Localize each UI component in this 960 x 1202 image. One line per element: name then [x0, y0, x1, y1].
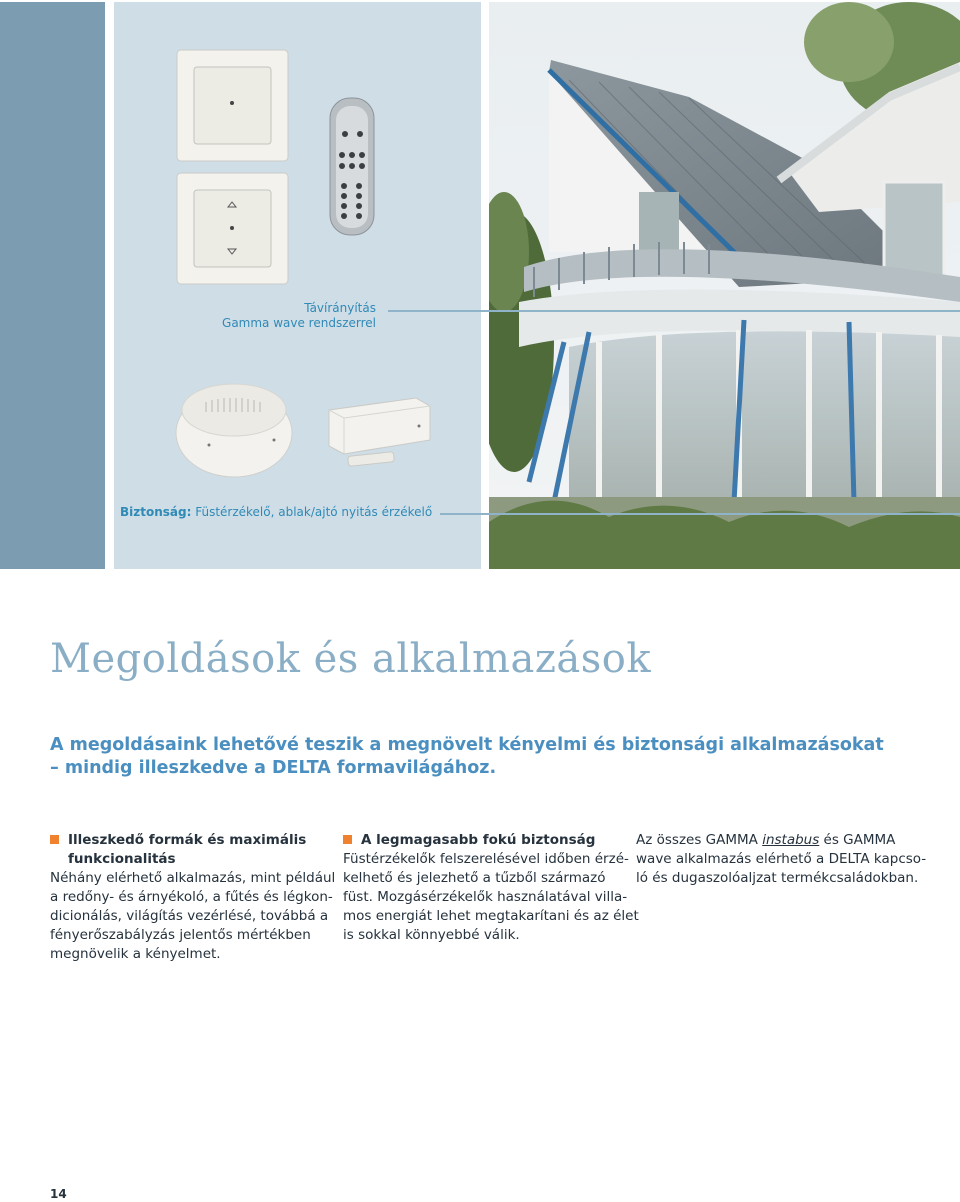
security-caption — [120, 505, 432, 520]
wall-switch-blind — [177, 173, 288, 284]
column-comfort-line: dicionálás, világítás vezérlésé, továbbá a — [50, 908, 329, 924]
instabus-term: instabus — [762, 832, 820, 848]
column-security-heading — [343, 831, 618, 850]
subtitle-line-2: – mindig illeszkedve a DELTA formavilágához. — [50, 758, 497, 778]
house-illustration — [489, 2, 960, 569]
column-comfort-heading-line1: Illeszkedő formák és maximális — [68, 832, 307, 848]
remote-control — [330, 98, 374, 235]
product-panel — [114, 2, 481, 569]
column-security-line: mos energiát lehet megtakarítani és az élet — [343, 908, 639, 924]
security-caption-label: Biztonság: — [120, 505, 192, 519]
remote-caption-line1: Távírányítás — [304, 301, 376, 315]
house-photo — [489, 2, 960, 569]
bullet-icon — [343, 835, 352, 844]
column-security-line: kelhető és jelezhető a tűzből származó — [343, 870, 606, 886]
column-comfort — [50, 831, 336, 964]
wall-switch-single — [177, 50, 288, 161]
column-security — [343, 831, 639, 945]
caption-pointer-remote — [388, 310, 960, 312]
column-security-line: is sokkal könnyebbé válik. — [343, 927, 520, 943]
subtitle-line-1: A megoldásaink lehetővé teszik a megnövelt kényelmi és biztonsági alkalmazásokat — [50, 735, 884, 755]
column-security-heading-line1: A legmagasabb fokú biztonság — [361, 832, 596, 848]
column-compatibility-line: ló és dugaszolóaljzat termékcsaládokban. — [636, 870, 919, 886]
column-security-line: Füstérzékelők felszerelésével időben érzé- — [343, 851, 629, 867]
column-comfort-line: Néhány elérhető alkalmazás, mint például — [50, 870, 336, 886]
page-number: 14 — [50, 1187, 67, 1201]
column-compatibility-line1 — [636, 831, 926, 850]
column-comfort-heading — [50, 831, 320, 850]
column-comfort-line: megnövelik a kényelmet. — [50, 946, 221, 962]
window-door-sensor — [329, 398, 430, 466]
remote-caption — [150, 301, 376, 331]
column-security-line: füst. Mozgásérzékelők használatával villa- — [343, 889, 628, 905]
column-comfort-line: a redőny- és árnyékoló, a fűtés és légkon- — [50, 889, 333, 905]
column-compatibility-line: wave alkalmazás elérhető a DELTA kapcso- — [636, 851, 927, 867]
decorative-strip — [0, 2, 105, 569]
text-segment: Az összes GAMMA — [636, 832, 763, 848]
remote-caption-line2: Gamma wave rendszerrel — [222, 316, 376, 330]
product-illustrations — [114, 2, 481, 569]
column-comfort-heading-line2: funkcionalitás — [68, 851, 176, 867]
text-segment: és GAMMA — [819, 832, 896, 848]
caption-pointer-security — [440, 513, 960, 515]
page-subtitle — [50, 734, 910, 780]
page-title: Megoldások és alkalmazások — [50, 636, 652, 682]
smoke-detector — [176, 384, 292, 477]
column-comfort-line: fényerőszabályzás jelentős mértékben — [50, 927, 311, 943]
column-compatibility — [636, 831, 926, 888]
bullet-icon — [50, 835, 59, 844]
security-caption-text: Füstérzékelő, ablak/ajtó nyitás érzékelő — [191, 505, 433, 519]
